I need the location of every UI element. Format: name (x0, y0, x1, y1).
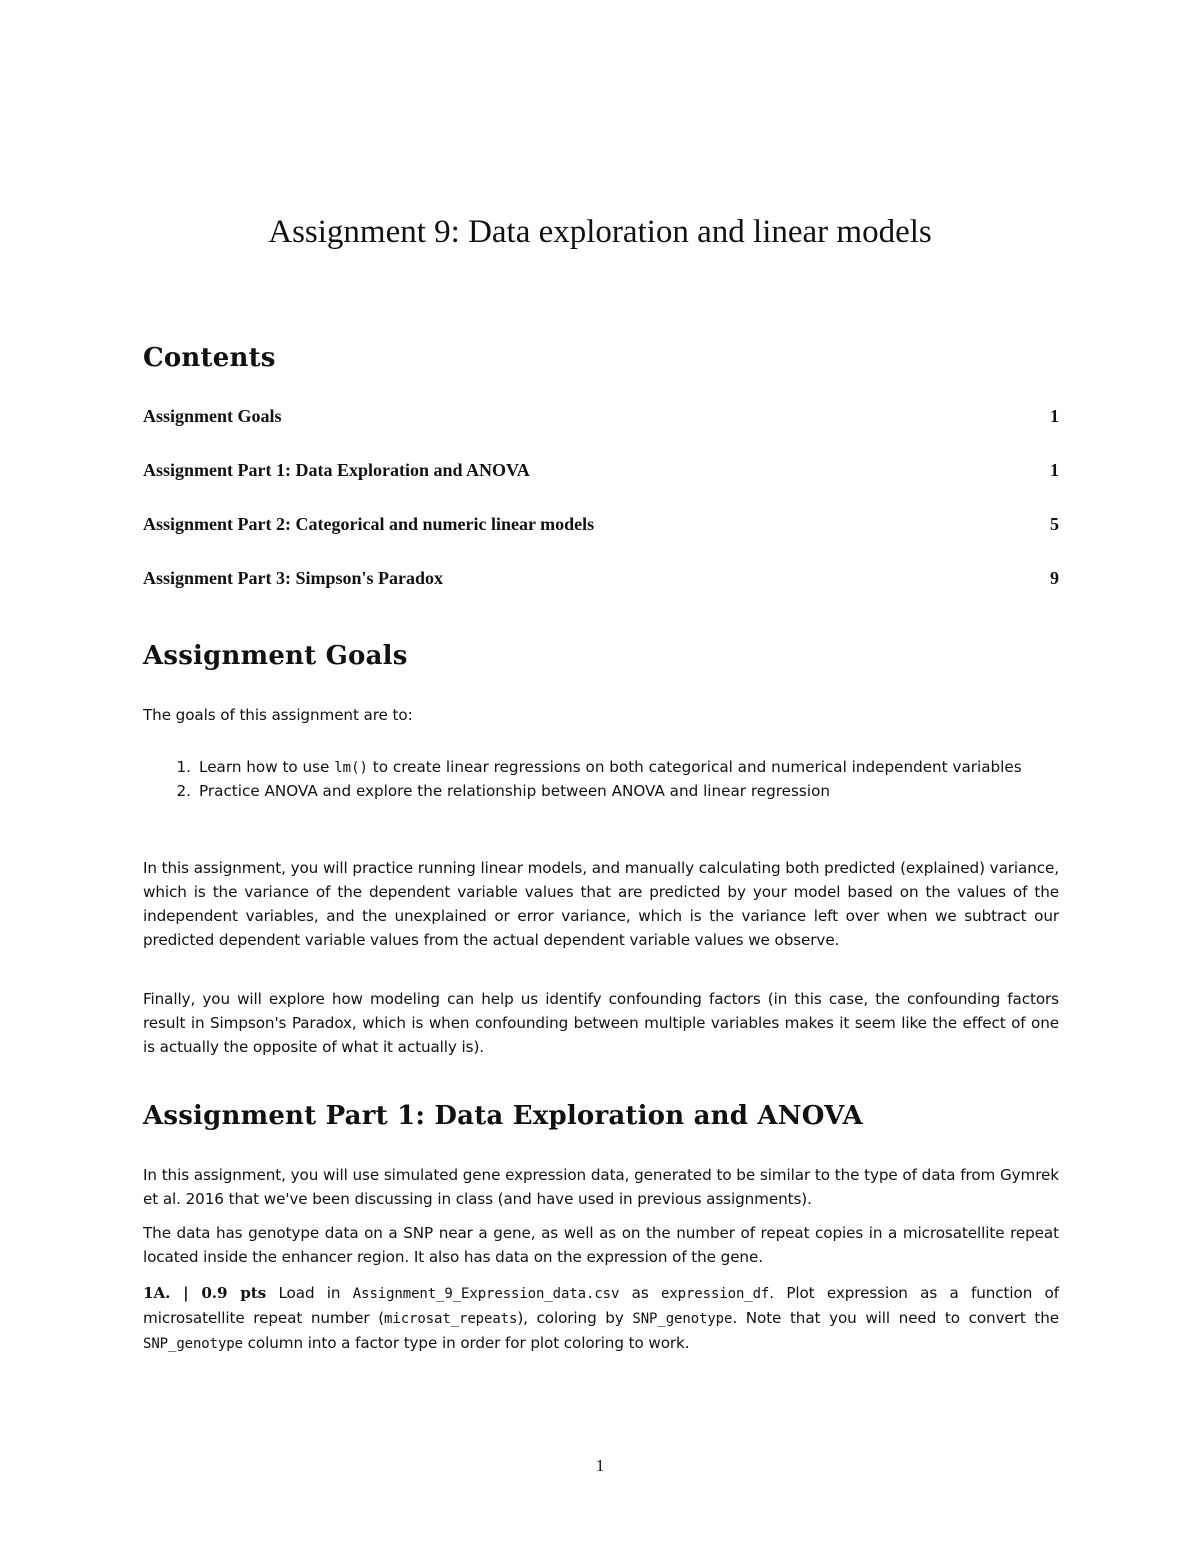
part1-heading: Assignment Part 1: Data Exploration and ANOVA (143, 1101, 863, 1131)
part1-paragraph: In this assignment, you will use simulated gene expression data, generated to be similar to the type of data from Gymrek et al. 2016 that we've been discussing in class (and have used in previous assignments). (143, 1166, 1059, 1208)
toc-entry-page: 1 (1050, 460, 1059, 480)
toc-entry-label: Assignment Part 2: Categorical and numeric linear models (143, 514, 595, 534)
question-1a: 1A. | 0.9 pts Load in Assignment_9_Expression_data.csv as expression_df. Plot expression as a function of microsatellite repeat number (microsat_repeats), coloring by SNP_genotype. Note that you will need to convert the SNP_genotype column into a factor type in order for plot coloring to work. (143, 1284, 1060, 1352)
toc-entry[interactable] (143, 406, 1059, 427)
toc-entry[interactable] (143, 514, 1059, 535)
toc-entry-page: 1 (1050, 406, 1059, 426)
list-text: Practice ANOVA and explore the relationship between ANOVA and linear regression (199, 782, 830, 800)
goals-paragraph: In this assignment, you will practice running linear models, and manually calculating both predicted (explained) variance, which is the variance of the dependent variable values that are predicted by your model based on the values of the independent variables, and the unexplained or error variance, which is the variance left over when we subtract our predicted dependent variable values from the actual dependent variable values we observe. (143, 859, 1059, 949)
list-item (143, 756, 1059, 780)
code-inline: lm() (334, 760, 368, 776)
list-number: 1. (176, 758, 191, 776)
goals-paragraph: Finally, you will explore how modeling can help us identify confounding factors (in this case, the confounding factors result in Simpson's Paradox, which is when confounding between multiple variables makes it seem like the effect of one is actually the opposite of what it actually is). (143, 990, 1059, 1056)
toc-entry-label: Assignment Part 1: Data Exploration and ANOVA (143, 460, 530, 480)
document-title: Assignment 9: Data exploration and linear models (268, 214, 932, 250)
toc-entry-page: 5 (1050, 514, 1059, 534)
toc-entry[interactable] (143, 568, 1059, 589)
page-number: 1 (595, 1456, 605, 1475)
toc-entry-page: 9 (1050, 568, 1059, 588)
toc-entry-label: Assignment Part 3: Simpson's Paradox (143, 568, 444, 588)
code-inline: SNP_genotype (143, 1336, 243, 1352)
contents-heading: Contents (143, 343, 276, 373)
goals-intro: The goals of this assignment are to: (143, 706, 413, 724)
question-label: 1A. | 0.9 pts (143, 1284, 267, 1302)
code-inline: expression_df (660, 1286, 770, 1302)
part1-paragraph: The data has genotype data on a SNP near a gene, as well as on the number of repeat copies in a microsatellite repeat located inside the enhancer region. It also has data on the expression of the gene. (143, 1224, 1059, 1266)
goals-list (143, 756, 1059, 803)
toc-entry-label: Assignment Goals (143, 406, 282, 426)
code-inline: Assignment_9_Expression_data.csv (352, 1286, 620, 1302)
code-inline: microsat_repeats (384, 1311, 518, 1327)
list-item (143, 780, 1059, 803)
list-number: 2. (176, 782, 191, 800)
list-text: Learn how to use lm() to create linear regressions on both categorical and numerical independent variables (199, 758, 1022, 776)
goals-heading: Assignment Goals (143, 641, 408, 671)
toc-entry[interactable] (143, 460, 1059, 481)
code-inline: SNP_genotype (632, 1311, 733, 1327)
